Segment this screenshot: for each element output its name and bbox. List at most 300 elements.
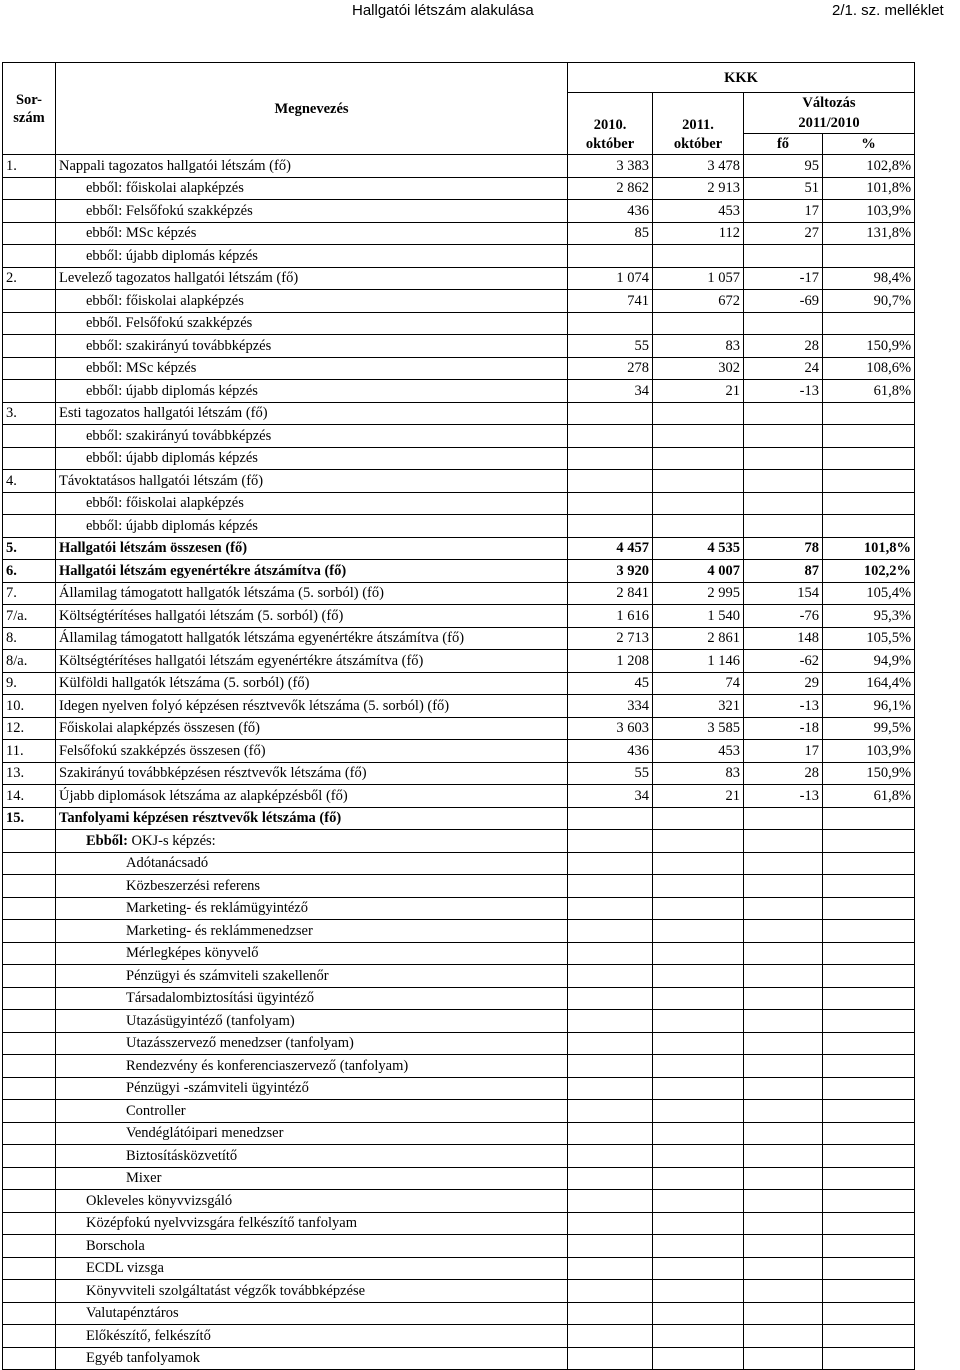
okj-header <box>56 830 568 853</box>
row-number <box>3 200 56 223</box>
row-number: 10. <box>3 695 56 718</box>
value-2011: 1 057 <box>653 267 744 290</box>
header-kkk: KKK <box>568 63 915 93</box>
change-fo <box>744 470 823 493</box>
row-number <box>3 1347 56 1370</box>
page-title: Hallgatói létszám alakulása <box>352 2 534 19</box>
empty-cell <box>568 987 653 1010</box>
row-number: 9. <box>3 672 56 695</box>
empty-cell <box>568 942 653 965</box>
table-row <box>3 605 915 628</box>
table-row <box>3 582 915 605</box>
empty-cell <box>653 942 744 965</box>
change-pct: 99,5% <box>823 717 915 740</box>
empty-cell <box>823 897 915 920</box>
row-number <box>3 965 56 988</box>
table-row <box>3 402 915 425</box>
change-pct <box>823 245 915 268</box>
table-row <box>3 335 915 358</box>
row-number: 3. <box>3 402 56 425</box>
value-2010 <box>568 515 653 538</box>
value-2010 <box>568 312 653 335</box>
course-item: Okleveles könyvvizsgáló <box>56 1190 568 1213</box>
table-row <box>3 200 915 223</box>
value-2010: 34 <box>568 785 653 808</box>
row-number <box>3 1167 56 1190</box>
empty-cell <box>744 920 823 943</box>
empty-cell <box>653 1100 744 1123</box>
empty-cell <box>568 965 653 988</box>
row-number: 1. <box>3 155 56 178</box>
empty-cell <box>744 1055 823 1078</box>
change-fo <box>744 425 823 448</box>
value-2010: 436 <box>568 740 653 763</box>
empty-cell <box>823 987 915 1010</box>
table-row <box>3 1235 915 1258</box>
empty-cell <box>744 875 823 898</box>
okj-item: Marketing- és reklámügyintéző <box>56 897 568 920</box>
change-pct: 131,8% <box>823 222 915 245</box>
row-number <box>3 1280 56 1303</box>
value-2011 <box>653 402 744 425</box>
value-2010 <box>568 425 653 448</box>
row-number <box>3 1325 56 1348</box>
row-number <box>3 1055 56 1078</box>
change-pct: 103,9% <box>823 740 915 763</box>
empty-cell <box>653 830 744 853</box>
table-row <box>3 537 915 560</box>
change-fo: 87 <box>744 560 823 583</box>
row-name: ebből: főiskolai alapképzés <box>56 177 568 200</box>
value-2010: 436 <box>568 200 653 223</box>
row-name: Felsőfokú szakképzés összesen (fő) <box>56 740 568 763</box>
empty-cell <box>744 1145 823 1168</box>
empty-cell <box>653 1032 744 1055</box>
row-name: ebből: újabb diplomás képzés <box>56 380 568 403</box>
row-name: ebből: újabb diplomás képzés <box>56 515 568 538</box>
table-row <box>3 1347 915 1370</box>
empty-cell <box>568 1032 653 1055</box>
change-fo: -13 <box>744 380 823 403</box>
empty-cell <box>744 830 823 853</box>
change-pct <box>823 312 915 335</box>
header-2010: 2010. október <box>568 93 653 155</box>
empty-cell <box>653 1077 744 1100</box>
value-2011: 453 <box>653 200 744 223</box>
change-pct: 101,8% <box>823 537 915 560</box>
row-number <box>3 942 56 965</box>
row-number <box>3 1122 56 1145</box>
row-number: 6. <box>3 560 56 583</box>
row-number <box>3 1302 56 1325</box>
table-row <box>3 267 915 290</box>
value-2010: 334 <box>568 695 653 718</box>
empty-cell <box>744 942 823 965</box>
change-fo: 17 <box>744 200 823 223</box>
empty-cell <box>823 1010 915 1033</box>
empty-cell <box>653 1167 744 1190</box>
okj-item: Vendéglátóipari menedzser <box>56 1122 568 1145</box>
empty-cell <box>823 1347 915 1370</box>
empty-cell <box>823 965 915 988</box>
empty-cell <box>823 1077 915 1100</box>
empty-cell <box>568 1302 653 1325</box>
okj-item: Mérlegképes könyvelő <box>56 942 568 965</box>
value-2011: 2 861 <box>653 627 744 650</box>
table-row <box>3 357 915 380</box>
empty-cell <box>653 987 744 1010</box>
table-row <box>3 515 915 538</box>
value-2010 <box>568 447 653 470</box>
empty-cell <box>823 1167 915 1190</box>
change-pct: 95,3% <box>823 605 915 628</box>
row-number <box>3 222 56 245</box>
row-number: 4. <box>3 470 56 493</box>
value-2010: 741 <box>568 290 653 313</box>
empty-cell <box>653 1055 744 1078</box>
okj-item: Biztosításközvetítő <box>56 1145 568 1168</box>
empty-cell <box>744 1280 823 1303</box>
empty-cell <box>744 1235 823 1258</box>
okj-item: Mixer <box>56 1167 568 1190</box>
table-row <box>3 1280 915 1303</box>
course-item: Egyéb tanfolyamok <box>56 1347 568 1370</box>
empty-cell <box>823 1235 915 1258</box>
empty-cell <box>653 1347 744 1370</box>
empty-cell <box>653 1235 744 1258</box>
empty-cell <box>653 965 744 988</box>
row-name: ebből: Felsőfokú szakképzés <box>56 200 568 223</box>
change-pct: 164,4% <box>823 672 915 695</box>
table-row <box>3 987 915 1010</box>
empty-cell <box>653 1010 744 1033</box>
empty-cell <box>568 1010 653 1033</box>
value-2010: 1 208 <box>568 650 653 673</box>
table-row <box>3 695 915 718</box>
empty-cell <box>568 1077 653 1100</box>
row-number: 8/a. <box>3 650 56 673</box>
value-2010: 3 603 <box>568 717 653 740</box>
empty-cell <box>823 1100 915 1123</box>
change-fo: 28 <box>744 335 823 358</box>
header-unit-fo: fő <box>744 134 823 155</box>
empty-cell <box>823 1055 915 1078</box>
empty-cell <box>744 1100 823 1123</box>
table-row <box>3 1032 915 1055</box>
value-2011: 3 585 <box>653 717 744 740</box>
change-fo <box>744 515 823 538</box>
value-2010: 34 <box>568 380 653 403</box>
row-name: ebből: újabb diplomás képzés <box>56 447 568 470</box>
change-pct: 102,8% <box>823 155 915 178</box>
change-pct: 105,4% <box>823 582 915 605</box>
course-item: Borschola <box>56 1235 568 1258</box>
row-name: Esti tagozatos hallgatói létszám (fő) <box>56 402 568 425</box>
value-2011: 4 535 <box>653 537 744 560</box>
change-fo: 28 <box>744 762 823 785</box>
row-number <box>3 177 56 200</box>
table-row <box>3 740 915 763</box>
change-fo: 29 <box>744 672 823 695</box>
change-fo: 148 <box>744 627 823 650</box>
empty-cell <box>744 1257 823 1280</box>
row-name: Költségtérítéses hallgatói létszám egyenértékre átszámítva (fő) <box>56 650 568 673</box>
value-2010 <box>568 470 653 493</box>
row-number <box>3 1212 56 1235</box>
empty-cell <box>823 830 915 853</box>
empty-cell <box>744 1010 823 1033</box>
row-name: Idegen nyelven folyó képzésen résztvevők létszáma (5. sorból) (fő) <box>56 695 568 718</box>
empty-cell <box>568 830 653 853</box>
table-row <box>3 852 915 875</box>
table-row <box>3 1325 915 1348</box>
change-pct: 105,5% <box>823 627 915 650</box>
empty-cell <box>823 1032 915 1055</box>
value-2011 <box>653 492 744 515</box>
change-fo: -17 <box>744 267 823 290</box>
row-name: Hallgatói létszám összesen (fő) <box>56 537 568 560</box>
value-2011: 3 478 <box>653 155 744 178</box>
row-number <box>3 425 56 448</box>
row-number <box>3 987 56 1010</box>
change-fo: -76 <box>744 605 823 628</box>
row-number <box>3 897 56 920</box>
change-fo: 95 <box>744 155 823 178</box>
empty-cell <box>653 1302 744 1325</box>
headcount-table <box>2 62 915 1370</box>
empty-cell <box>653 897 744 920</box>
change-fo: -18 <box>744 717 823 740</box>
value-2010: 3 383 <box>568 155 653 178</box>
table-row <box>3 1212 915 1235</box>
value-2011 <box>653 425 744 448</box>
empty-cell <box>568 852 653 875</box>
row-number <box>3 875 56 898</box>
value-2010: 4 457 <box>568 537 653 560</box>
table-row <box>3 965 915 988</box>
change-pct <box>823 807 915 830</box>
table-row <box>3 1190 915 1213</box>
value-2011 <box>653 470 744 493</box>
row-number <box>3 1100 56 1123</box>
okj-item: Adótanácsadó <box>56 852 568 875</box>
empty-cell <box>823 875 915 898</box>
table-row <box>3 380 915 403</box>
table-row <box>3 1167 915 1190</box>
course-item: Előkészítő, felkészítő <box>56 1325 568 1348</box>
table-row <box>3 627 915 650</box>
row-number: 12. <box>3 717 56 740</box>
row-number <box>3 1010 56 1033</box>
annex-label: 2/1. sz. melléklet <box>832 2 944 19</box>
row-number <box>3 852 56 875</box>
header-unit-pct: % <box>823 134 915 155</box>
okj-item: Controller <box>56 1100 568 1123</box>
value-2011: 21 <box>653 785 744 808</box>
row-number <box>3 357 56 380</box>
course-item: Valutapénztáros <box>56 1302 568 1325</box>
empty-cell <box>823 1280 915 1303</box>
okj-item: Társadalombiztosítási ügyintéző <box>56 987 568 1010</box>
value-2010: 2 862 <box>568 177 653 200</box>
table-row <box>3 875 915 898</box>
value-2011 <box>653 245 744 268</box>
empty-cell <box>653 1145 744 1168</box>
row-number <box>3 380 56 403</box>
table-row <box>3 470 915 493</box>
row-name: Főiskolai alapképzés összesen (fő) <box>56 717 568 740</box>
value-2010: 2 713 <box>568 627 653 650</box>
value-2011 <box>653 312 744 335</box>
empty-cell <box>653 875 744 898</box>
row-number: 14. <box>3 785 56 808</box>
change-pct: 103,9% <box>823 200 915 223</box>
change-pct: 61,8% <box>823 380 915 403</box>
table-row <box>3 1100 915 1123</box>
value-2010 <box>568 492 653 515</box>
empty-cell <box>653 1257 744 1280</box>
row-name: Szakirányú továbbképzésen résztvevők létszáma (fő) <box>56 762 568 785</box>
row-number <box>3 1235 56 1258</box>
empty-cell <box>744 852 823 875</box>
change-fo: 51 <box>744 177 823 200</box>
row-name: Nappali tagozatos hallgatói létszám (fő) <box>56 155 568 178</box>
empty-cell <box>744 965 823 988</box>
value-2010 <box>568 402 653 425</box>
table-row <box>3 1122 915 1145</box>
course-item: ECDL vizsga <box>56 1257 568 1280</box>
table-row <box>3 222 915 245</box>
value-2010: 55 <box>568 762 653 785</box>
value-2011: 1 540 <box>653 605 744 628</box>
change-pct: 150,9% <box>823 335 915 358</box>
table-row <box>3 177 915 200</box>
table-row <box>3 762 915 785</box>
row-name: ebből: szakirányú továbbképzés <box>56 335 568 358</box>
value-2011: 4 007 <box>653 560 744 583</box>
empty-cell <box>568 1122 653 1145</box>
header-name: Megnevezés <box>56 63 568 155</box>
change-pct: 101,8% <box>823 177 915 200</box>
empty-cell <box>823 1122 915 1145</box>
change-fo <box>744 312 823 335</box>
okj-item: Pénzügyi -számviteli ügyintéző <box>56 1077 568 1100</box>
empty-cell <box>653 1325 744 1348</box>
row-number <box>3 312 56 335</box>
empty-cell <box>744 987 823 1010</box>
change-pct <box>823 402 915 425</box>
row-name: Külföldi hallgatók létszáma (5. sorból) (fő) <box>56 672 568 695</box>
course-item: Könyvviteli szolgáltatást végzők továbbképzése <box>56 1280 568 1303</box>
row-number: 15. <box>3 807 56 830</box>
empty-cell <box>823 1190 915 1213</box>
okj-header-bold: Ebből: <box>86 832 128 849</box>
row-number: 8. <box>3 627 56 650</box>
table-row <box>3 1145 915 1168</box>
table-row <box>3 1257 915 1280</box>
okj-header-rest: OKJ-s képzés: <box>127 832 216 849</box>
empty-cell <box>744 1167 823 1190</box>
table-row <box>3 447 915 470</box>
row-number <box>3 920 56 943</box>
value-2011 <box>653 807 744 830</box>
change-fo <box>744 492 823 515</box>
row-number <box>3 245 56 268</box>
row-name: ebből: főiskolai alapképzés <box>56 290 568 313</box>
okj-item: Pénzügyi és számviteli szakellenőr <box>56 965 568 988</box>
row-name: ebből. Felsőfokú szakképzés <box>56 312 568 335</box>
value-2010: 45 <box>568 672 653 695</box>
empty-cell <box>744 1325 823 1348</box>
change-pct: 98,4% <box>823 267 915 290</box>
row-name: ebből: szakirányú továbbképzés <box>56 425 568 448</box>
value-2011: 83 <box>653 762 744 785</box>
empty-cell <box>653 852 744 875</box>
value-2010: 2 841 <box>568 582 653 605</box>
change-pct <box>823 492 915 515</box>
empty-cell <box>744 1302 823 1325</box>
table-row <box>3 1010 915 1033</box>
value-2010 <box>568 807 653 830</box>
change-pct: 90,7% <box>823 290 915 313</box>
value-2010: 55 <box>568 335 653 358</box>
table-row <box>3 897 915 920</box>
table-row <box>3 1077 915 1100</box>
empty-cell <box>823 1302 915 1325</box>
empty-cell <box>568 1257 653 1280</box>
empty-cell <box>653 1122 744 1145</box>
row-number: 5. <box>3 537 56 560</box>
change-fo: -69 <box>744 290 823 313</box>
row-number <box>3 1145 56 1168</box>
empty-cell <box>823 1257 915 1280</box>
row-number <box>3 1032 56 1055</box>
row-number <box>3 830 56 853</box>
value-2010: 3 920 <box>568 560 653 583</box>
empty-cell <box>568 920 653 943</box>
change-pct <box>823 425 915 448</box>
value-2010: 1 074 <box>568 267 653 290</box>
empty-cell <box>568 1280 653 1303</box>
table-row <box>3 920 915 943</box>
table-row <box>3 785 915 808</box>
change-pct: 94,9% <box>823 650 915 673</box>
empty-cell <box>823 1325 915 1348</box>
row-name: Távoktatásos hallgatói létszám (fő) <box>56 470 568 493</box>
value-2011: 1 146 <box>653 650 744 673</box>
change-fo <box>744 807 823 830</box>
okj-header-row <box>3 830 915 853</box>
table-row <box>3 807 915 830</box>
row-name: Hallgatói létszám egyenértékre átszámítva (fő) <box>56 560 568 583</box>
empty-cell <box>744 1212 823 1235</box>
row-name: Tanfolyami képzésen résztvevők létszáma (fő) <box>56 807 568 830</box>
row-name: ebből: újabb diplomás képzés <box>56 245 568 268</box>
table-row <box>3 492 915 515</box>
row-name: Államilag támogatott hallgatók létszáma egyenértékre átszámítva (fő) <box>56 627 568 650</box>
empty-cell <box>744 1077 823 1100</box>
change-pct: 108,6% <box>823 357 915 380</box>
change-fo: -13 <box>744 785 823 808</box>
row-number <box>3 492 56 515</box>
change-fo: -13 <box>744 695 823 718</box>
okj-item: Közbeszerzési referens <box>56 875 568 898</box>
table-row <box>3 1055 915 1078</box>
okj-item: Marketing- és reklámmenedzser <box>56 920 568 943</box>
value-2011: 302 <box>653 357 744 380</box>
table-row <box>3 1302 915 1325</box>
change-fo: 154 <box>744 582 823 605</box>
